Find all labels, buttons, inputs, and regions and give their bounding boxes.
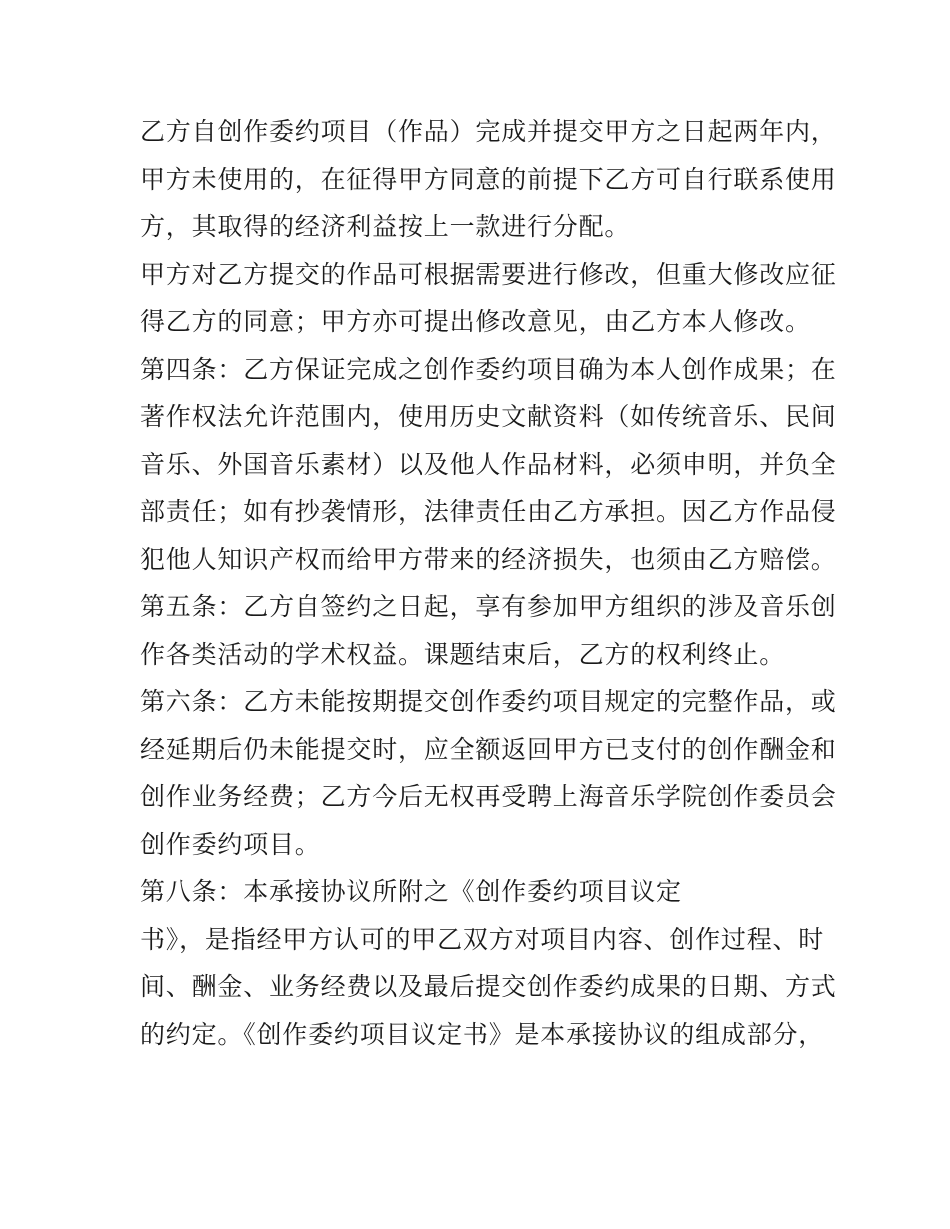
text-line: 经延期后仍未能提交时，应全额返回甲方已支付的创作酬金和 (140, 734, 837, 764)
text-line: 创作委约项目。 (140, 829, 321, 859)
text-line: 第八条：本承接协议所附之《创作委约项目议定 (140, 877, 682, 906)
text-line: 创作业务经费；乙方今后无权再受聘上海音乐学院创作委员会 (140, 782, 837, 811)
text-line: 犯他人知识产权而给甲方带来的经济损失，也须由乙方赔偿。 (140, 544, 837, 574)
text-line: 第五条：乙方自签约之日起，享有参加甲方组织的涉及音乐创 (140, 592, 837, 621)
text-line: 第四条：乙方保证完成之创作委约项目确为本人创作成果；在 (140, 354, 837, 384)
text-line: 甲方未使用的，在征得甲方同意的前提下乙方可自行联系使用 (140, 164, 837, 194)
text-line: 书》，是指经甲方认可的甲乙双方对项目内容、创作过程、时 (140, 924, 825, 954)
text-line: 第六条：乙方未能按期提交创作委约项目规定的完整作品，或 (140, 687, 837, 716)
text-line: 方，其取得的经济利益按上一款进行分配。 (140, 212, 631, 241)
text-line: 部责任；如有抄袭情形，法律责任由乙方承担。因乙方作品侵 (140, 497, 837, 526)
text-line: 音乐、外国音乐素材）以及他人作品材料，必须申明，并负全 (140, 449, 837, 479)
text-line: 间、酬金、业务经费以及最后提交创作委约成果的日期、方式 (140, 972, 837, 1001)
text-line: 的约定。《创作委约项目议定书》是本承接协议的组成部分， (140, 1019, 825, 1049)
document-body (140, 108, 837, 1058)
text-line: 得乙方的同意；甲方亦可提出修改意见，由乙方本人修改。 (140, 307, 811, 336)
text-line: 作各类活动的学术权益。课题结束后，乙方的权利终止。 (140, 639, 786, 669)
text-line: 乙方自创作委约项目（作品）完成并提交甲方之日起两年内， (140, 117, 837, 146)
text-line: 著作权法允许范围内，使用历史文献资料（如传统音乐、民间 (140, 402, 837, 431)
text-line: 甲方对乙方提交的作品可根据需要进行修改，但重大修改应征 (140, 259, 837, 289)
